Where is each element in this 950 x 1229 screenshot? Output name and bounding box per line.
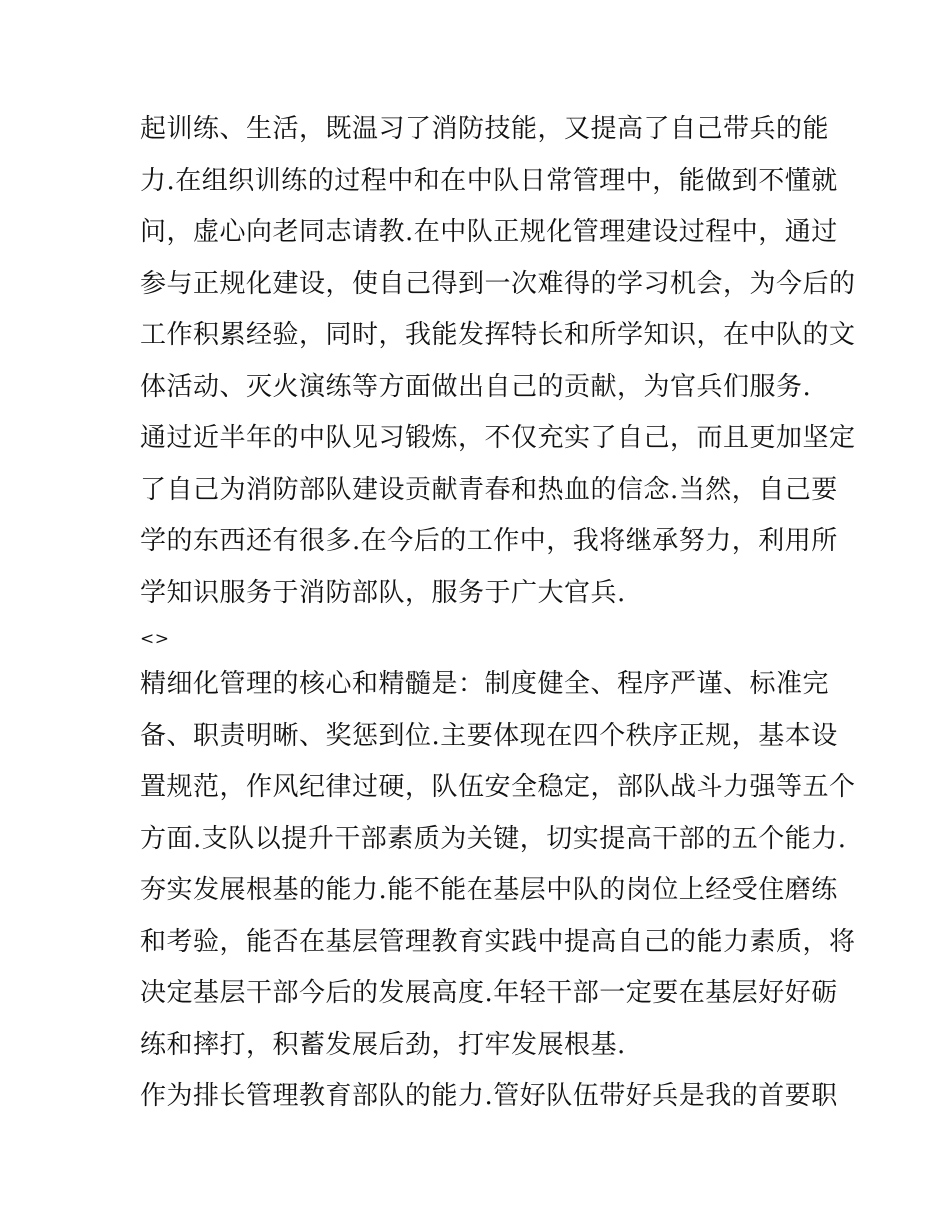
text-line: 备、职责明晰、奖惩到位.主要体现在四个秩序正规，基本设: [140, 720, 838, 751]
text-line: 方面.支队以提升干部素质为关键，切实提高干部的五个能力.: [140, 823, 847, 854]
text-line: 体活动、灭火演练等方面做出自己的贡献，为官兵们服务.: [140, 371, 812, 402]
text-line: 夯实发展根基的能力.能不能在基层中队的岗位上经受住磨练: [140, 875, 838, 905]
text-line: 参与正规化建设，使自己得到一次难得的学习机会，为今后的: [140, 268, 856, 299]
text-line: 和考验，能否在基层管理教育实践中提高自己的能力素质，将: [140, 926, 856, 957]
text-line: 力.在组织训练的过程中和在中队日常管理中，能做到不懂就: [140, 165, 838, 196]
text-line: 问，虚心向老同志请教.在中队正规化管理建设过程中，通过: [140, 217, 838, 247]
text-line: 起训练、生活，既温习了消防技能，又提高了自己带兵的能: [140, 114, 830, 144]
text-line: 学知识服务于消防部队，服务于广大官兵.: [140, 577, 626, 608]
text-line: 工作积累经验，同时，我能发挥特长和所学知识，在中队的文: [140, 320, 856, 350]
text-line: 精细化管理的核心和精髓是：制度健全、程序严谨、标准完: [140, 669, 830, 699]
text-line: 作为排长管理教育部队的能力.管好队伍带好兵是我的首要职: [140, 1081, 838, 1111]
text-line: 学的东西还有很多.在今后的工作中，我将继承努力，利用所: [140, 526, 838, 556]
text-line: 练和摔打，积蓄发展后劲，打牢发展根基.: [140, 1029, 626, 1060]
text-line: 决定基层干部今后的发展高度.年轻干部一定要在基层好好砺: [140, 978, 838, 1008]
document-body: [140, 104, 856, 1123]
text-line: 了自己为消防部队建设贡献青春和热血的信念.当然，自己要: [140, 474, 838, 505]
separator-marker: <>: [140, 629, 170, 649]
text-line: 通过近半年的中队见习锻炼，不仅充实了自己，而且更加坚定: [140, 423, 856, 453]
text-line: 置规范，作风纪律过硬，队伍安全稳定，部队战斗力强等五个: [140, 772, 856, 802]
